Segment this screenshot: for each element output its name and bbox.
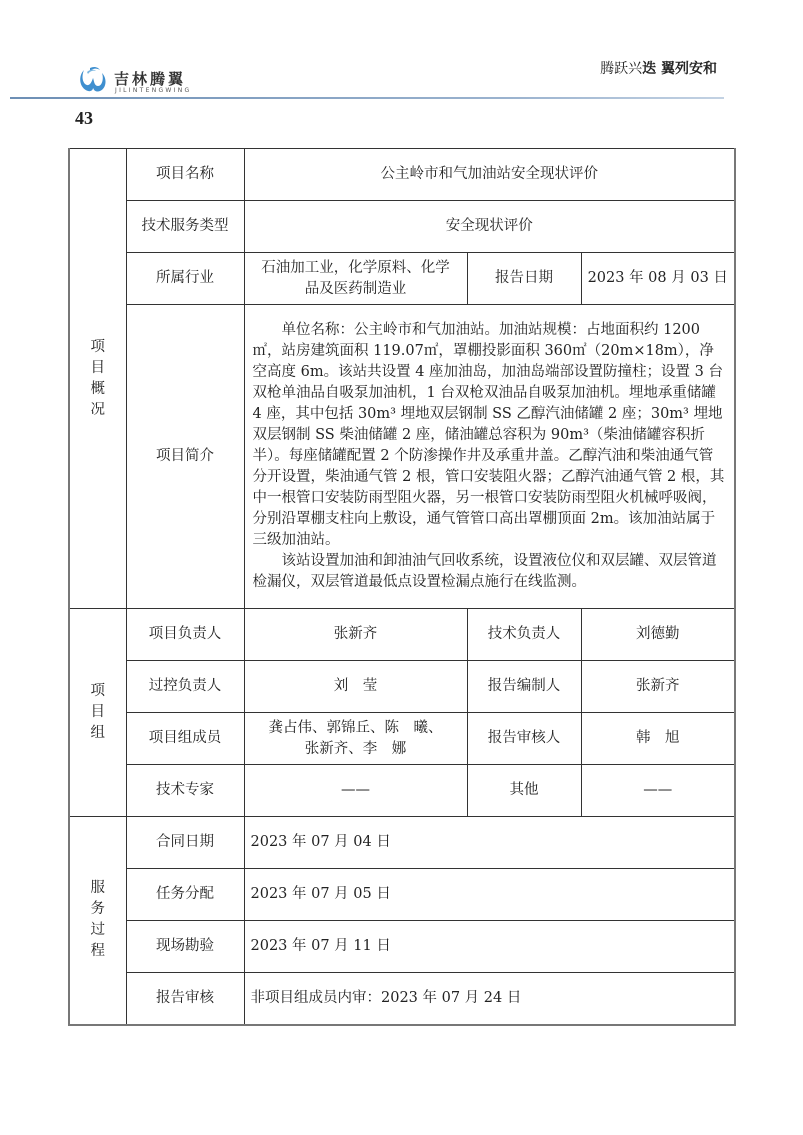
row-service-type	[69, 201, 735, 253]
team-label-2: 报告审核人	[467, 713, 581, 765]
process-value: 2023 年 07 月 11 日	[244, 921, 735, 973]
intro-paragraph-1: 单位名称：公主岭市和气加油站。加油站规模：占地面积约 1200㎡，站房建筑面积 119.07㎡，罩棚投影面积 360㎡（20m×18m），净空高度 6m。该站共设置 4 座加油岛，加油岛端部设置防撞柱；设置 3 台双枪单油品自吸泵加油机，1 台双枪双油品自吸泵加油机。埋地承重储罐 4 座，其中包括 30m³ 埋地双层钢制 SS 乙醇汽油储罐 2 座；30m³ 埋地双层钢制 SS 柴油储罐 2 座，储油罐总容积为 90m³（柴油储罐容积折半）。每座储罐配置 2 个防渗操作井及承重井盖。乙醇汽油和柴油通气管分开设置，柴油通气管 2 根，管口安装阻火器；乙醇汽油通气管 2 根，其中一根管口安装防雨型阻火器，另一根管口安装防雨型阻火机械呼吸阀，分别沿罩棚支柱向上敷设，通气管管口高出罩棚顶面 2m。该加油站属于三级加油站。	[252, 322, 725, 548]
project-name-label: 项目名称	[126, 149, 244, 201]
process-label: 现场勘验	[126, 921, 244, 973]
team-value-1: 龚占伟、郭锦丘、陈 曦、张新齐、李 娜	[244, 713, 467, 765]
process-value: 2023 年 07 月 04 日	[244, 817, 735, 869]
team-label-2: 报告编制人	[467, 661, 581, 713]
report-date-value: 2023 年 08 月 03 日	[581, 253, 735, 305]
row-intro	[69, 305, 735, 609]
intro-label: 项目简介	[126, 305, 244, 609]
section-overview	[69, 149, 126, 609]
logo-wing-icon	[76, 64, 110, 94]
team-value-2: 韩 旭	[581, 713, 735, 765]
team-label-2: 其他	[467, 765, 581, 817]
team-value-2: 张新齐	[581, 661, 735, 713]
page-number: 43	[75, 108, 93, 128]
logo-chinese-text: 吉林腾翼	[114, 70, 187, 88]
process-row	[69, 869, 735, 921]
process-row	[69, 921, 735, 973]
process-label: 合同日期	[126, 817, 244, 869]
company-logo	[76, 64, 206, 96]
section-process	[69, 817, 126, 1025]
team-row	[69, 661, 735, 713]
intro-text	[244, 305, 735, 609]
team-value-2: ——	[581, 765, 735, 817]
slogan-part-1: 腾跃兴	[600, 61, 643, 77]
header-slogan	[600, 58, 717, 78]
industry-label: 所属行业	[126, 253, 244, 305]
row-project-name	[69, 149, 735, 201]
team-row	[69, 713, 735, 765]
project-info-table	[68, 148, 736, 1026]
process-row	[69, 973, 735, 1025]
header-divider	[10, 97, 724, 99]
process-label: 报告审核	[126, 973, 244, 1025]
intro-paragraph-2: 该站设置加油和卸油油气回收系统，设置液位仪和双层罐、双层管道检漏仪，双层管道最低点设置检漏点施行在线监测。	[252, 553, 717, 590]
project-name-value: 公主岭市和气加油站安全现状评价	[244, 149, 735, 201]
process-value: 非项目组成员内审：2023 年 07 月 24 日	[244, 973, 735, 1025]
section-team	[69, 609, 126, 817]
team-value-1: 张新齐	[244, 609, 467, 661]
report-date-label: 报告日期	[467, 253, 581, 305]
team-label-1: 项目组成员	[126, 713, 244, 765]
section-process-label: 服务过程	[90, 880, 105, 960]
slogan-part-2: 迭 翼列安和	[642, 61, 717, 77]
team-row	[69, 765, 735, 817]
process-row	[69, 817, 735, 869]
service-type-label: 技术服务类型	[126, 201, 244, 253]
team-value-1: ——	[244, 765, 467, 817]
team-label-1: 项目负责人	[126, 609, 244, 661]
section-overview-label: 项目概况	[90, 338, 105, 418]
team-label-1: 技术专家	[126, 765, 244, 817]
section-team-label: 项目组	[90, 683, 105, 741]
team-value-1: 刘 莹	[244, 661, 467, 713]
row-industry	[69, 253, 735, 305]
process-label: 任务分配	[126, 869, 244, 921]
team-value-2: 刘德勤	[581, 609, 735, 661]
process-value: 2023 年 07 月 05 日	[244, 869, 735, 921]
industry-value: 石油加工业，化学原料、化学品及医药制造业	[244, 253, 467, 305]
team-label-1: 过控负责人	[126, 661, 244, 713]
service-type-value: 安全现状评价	[244, 201, 735, 253]
team-label-2: 技术负责人	[467, 609, 581, 661]
logo-english-text: JILINTENGWING	[115, 87, 192, 94]
team-row	[69, 609, 735, 661]
